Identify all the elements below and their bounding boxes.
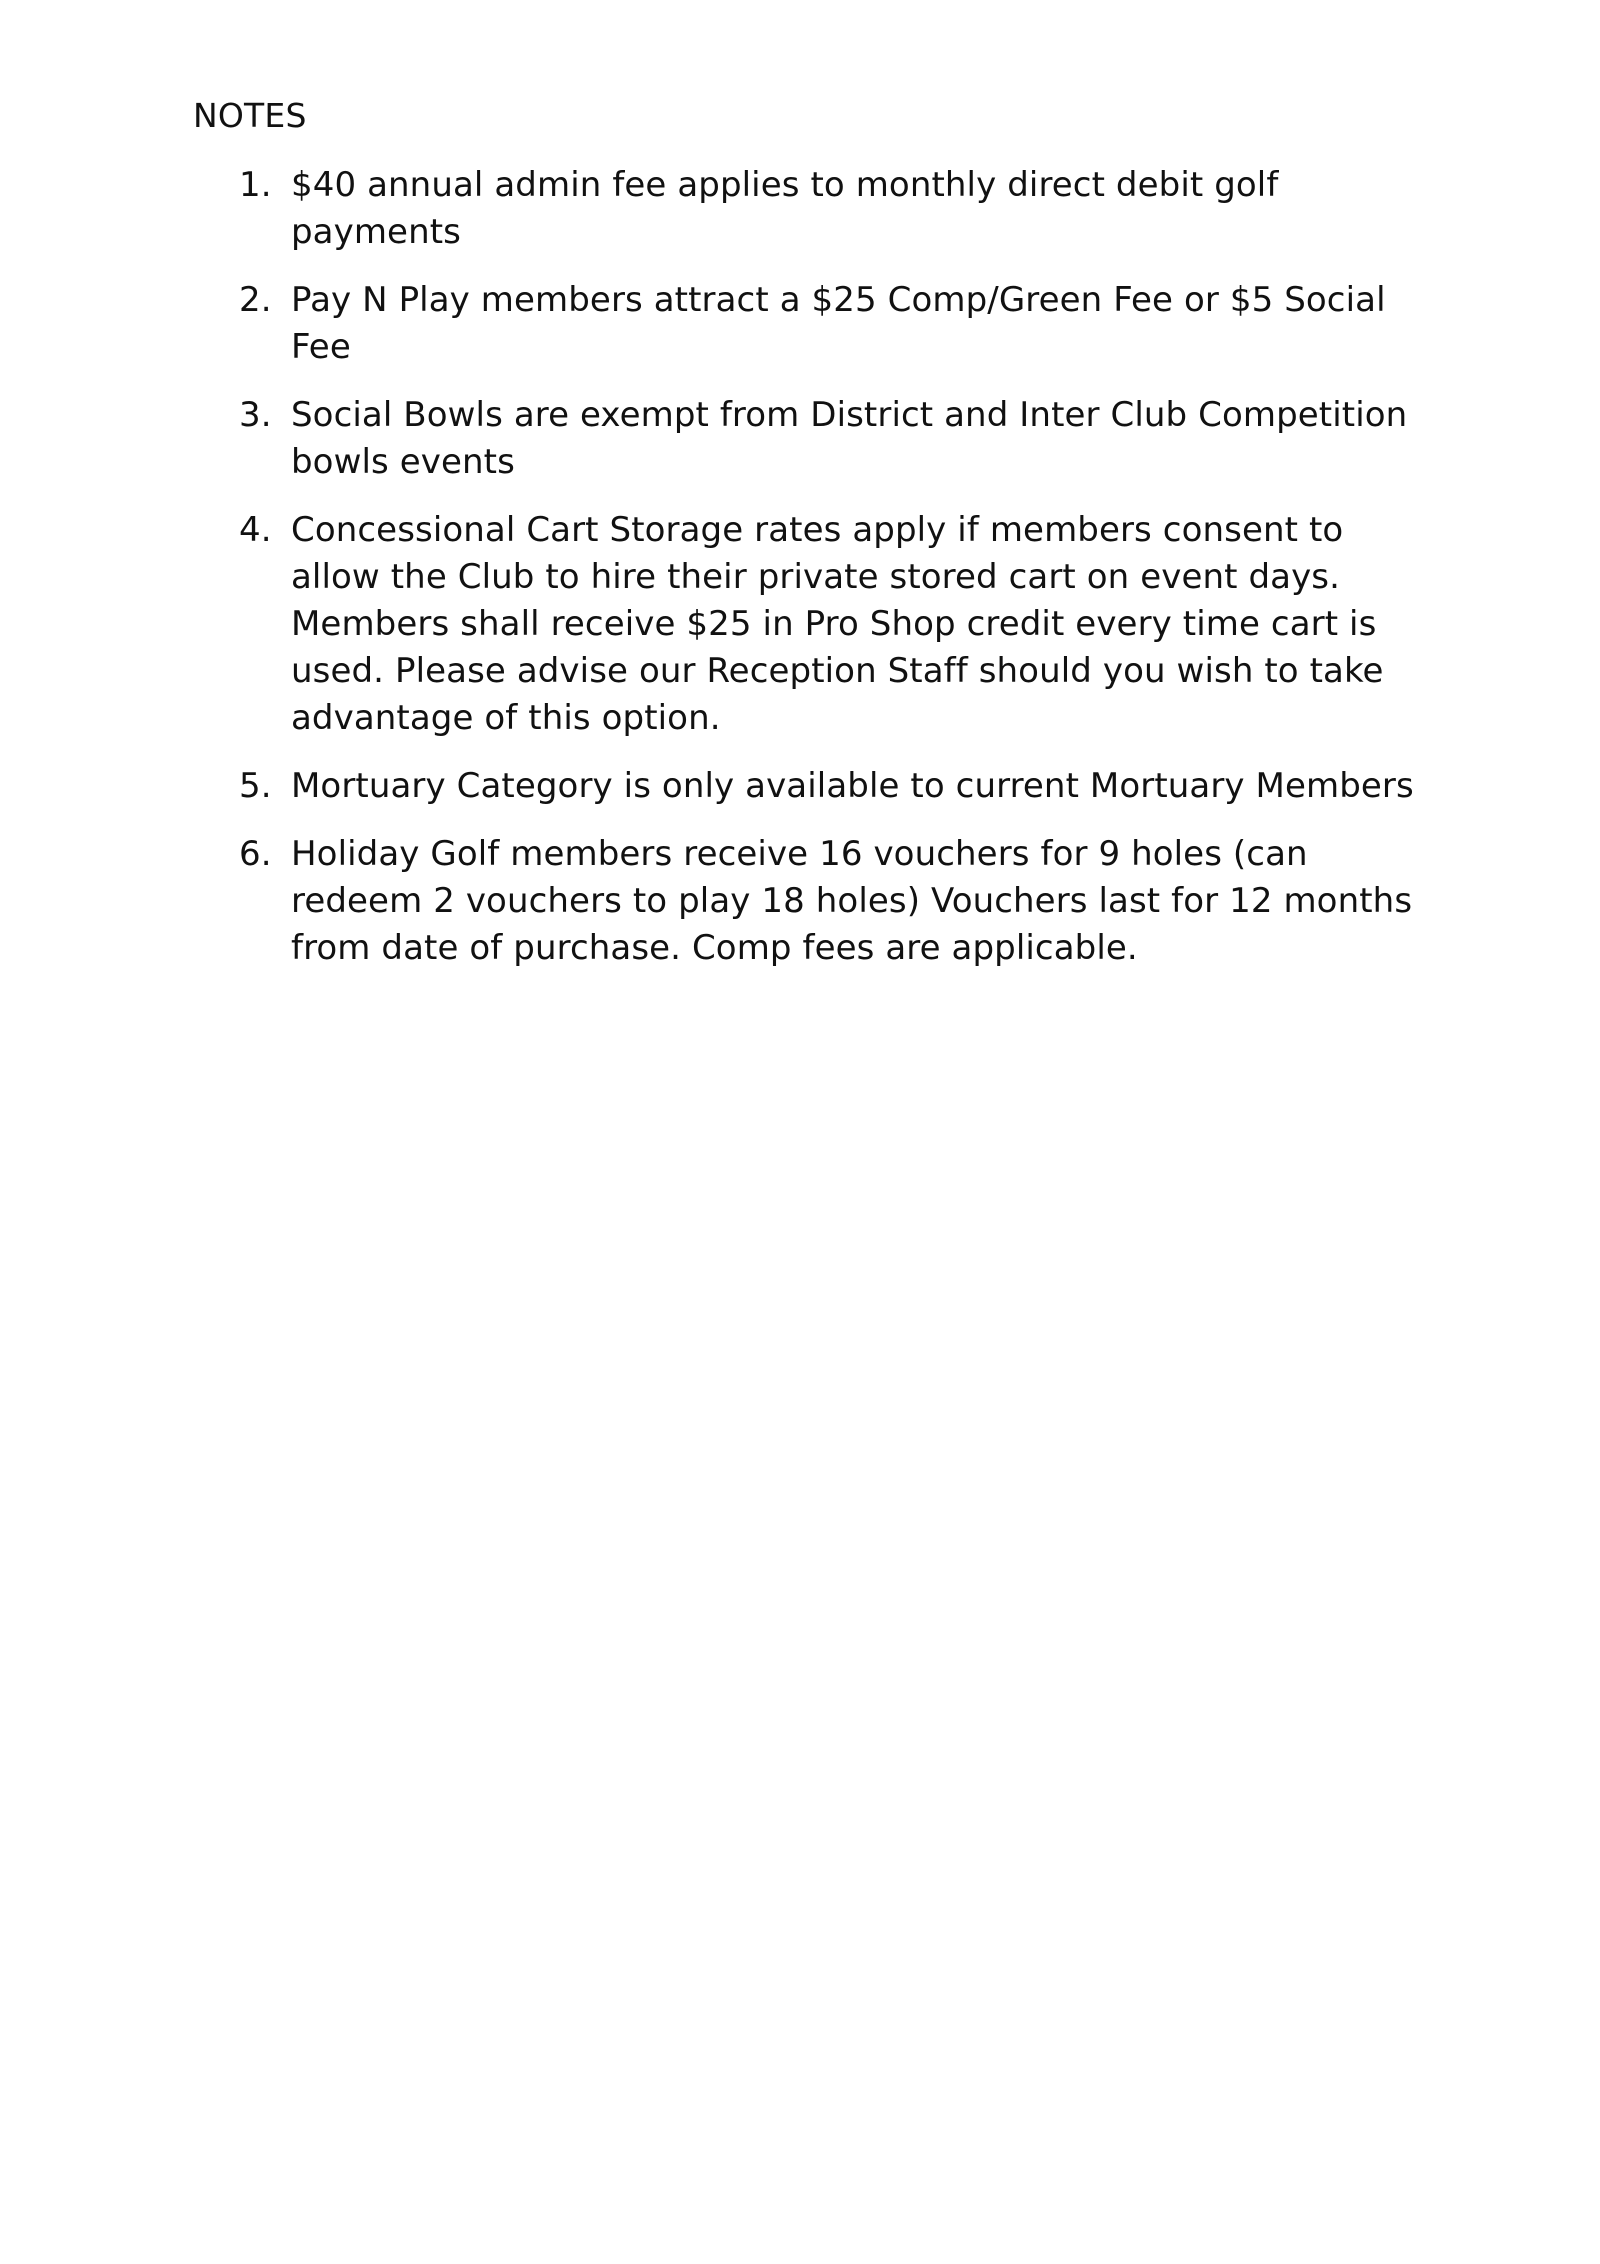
note-item [193,162,1443,256]
note-number: 4. [239,510,272,550]
note-item [193,831,1443,972]
note-number: 2. [239,280,272,320]
note-text: Mortuary Category is only available to current Mortuary Members [291,766,1414,806]
note-item [193,507,1443,742]
note-item [193,277,1443,371]
note-text: Holiday Golf members receive 16 vouchers for 9 holes (can redeem 2 vouchers to play 18 holes) Vouchers last for 12 months from date of purchase. Comp fees are applicable. [291,834,1413,968]
note-item [193,392,1443,486]
note-text: Pay N Play members attract a $25 Comp/Green Fee or $5 Social Fee [291,280,1386,367]
note-number: 5. [239,766,272,806]
note-item [193,763,1443,810]
note-text: $40 annual admin fee applies to monthly direct debit golf payments [291,165,1279,252]
notes-heading: NOTES [193,96,307,135]
note-text: Social Bowls are exempt from District and Inter Club Competition bowls events [291,395,1408,482]
note-number: 6. [239,834,272,874]
note-text: Concessional Cart Storage rates apply if members consent to allow the Club to hire their private stored cart on event days. Members shall receive $25 in Pro Shop credit every time cart is used. Please advise our Reception Staff should you wish to take advantage of this option. [291,510,1384,738]
note-number: 1. [239,165,272,205]
note-number: 3. [239,395,272,435]
notes-list [193,162,1443,993]
